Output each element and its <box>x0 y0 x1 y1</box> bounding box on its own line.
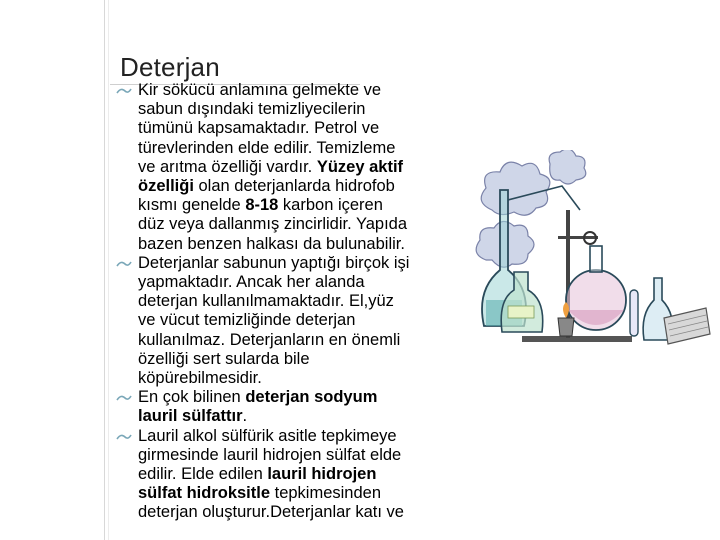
bullet-line <box>138 465 476 484</box>
text-run: kısmı genelde <box>138 196 246 215</box>
bullet-line <box>138 369 476 388</box>
text-run: karbon içeren <box>278 196 383 215</box>
bullet-list <box>116 81 476 523</box>
bullet-line <box>138 81 476 100</box>
bullet-line <box>138 196 476 215</box>
bullet-line <box>138 292 476 311</box>
text-run: ve arıtma özelliği vardır. <box>138 157 317 176</box>
decorative-line <box>108 0 109 540</box>
bold-text: 8-18 <box>245 196 279 215</box>
bullet-item <box>116 427 476 523</box>
text-run: kullanılmaz. Deterjanların en önemli <box>138 330 401 349</box>
bullet-marker-icon <box>116 433 132 441</box>
bold-text: deterjan sodyum <box>245 388 378 407</box>
bullet-item <box>116 388 476 426</box>
text-run: Lauril alkol sülfürik asitle tepkimeye <box>138 426 397 445</box>
bold-text: lauril sülfattır <box>138 407 243 426</box>
bold-text: özelliği <box>138 177 194 196</box>
bullet-item <box>116 81 476 254</box>
text-run: Kir sökücü anlamına gelmekte ve <box>138 81 382 99</box>
bullet-line <box>138 139 476 158</box>
bullet-line <box>138 446 476 465</box>
text-run: ve vücut temizliğinde deterjan <box>138 311 356 330</box>
bold-text: sülfat hidroksitle <box>138 484 271 503</box>
bullet-line <box>138 350 476 369</box>
text-run: yapmaktadır. Ancak her alanda <box>138 273 365 292</box>
text-run: edilir. Elde edilen <box>138 465 268 484</box>
text-run: türevlerinden elde edilir. Temizleme <box>138 138 396 157</box>
bullet-line <box>138 407 476 426</box>
text-run: bazen benzen halkası da bulunabilir. <box>138 234 405 253</box>
bullet-line <box>138 427 476 446</box>
bullet-line <box>138 119 476 138</box>
bullet-line <box>138 100 476 119</box>
text-run: deterjan oluşturur.Deterjanlar katı ve <box>138 503 404 522</box>
slide-title: Deterjan <box>120 52 220 82</box>
bullet-item <box>116 254 476 388</box>
bullet-line <box>138 503 476 522</box>
bullet-line <box>138 215 476 234</box>
text-run: köpürebilmesidir. <box>138 369 262 388</box>
bullet-line <box>138 254 476 273</box>
text-run: tümünü kapsamaktadır. Petrol ve <box>138 119 380 138</box>
bullet-line <box>138 235 476 254</box>
bold-text: lauril hidrojen <box>267 465 377 484</box>
bullet-line <box>138 388 476 407</box>
bullet-line <box>138 273 476 292</box>
bold-text: Yüzey aktif <box>316 157 404 176</box>
text-run: olan deterjanlarda hidrofob <box>193 177 395 196</box>
text-run: düz veya dallanmış zincirlidir. Yapıda <box>138 215 408 234</box>
text-run: En çok bilinen <box>138 388 246 407</box>
text-run: tepkimesinden <box>270 484 382 503</box>
bullet-line <box>138 484 476 503</box>
text-run: girmesinde lauril hidrojen sülfat elde <box>138 445 402 464</box>
bullet-line <box>138 177 476 196</box>
bullet-line <box>138 311 476 330</box>
bullet-line <box>138 331 476 350</box>
chemistry-lab-glassware-icon <box>462 150 712 360</box>
decorative-line <box>104 0 105 540</box>
text-run: deterjan kullanılmamaktadır. El,yüz <box>138 292 394 311</box>
bullet-marker-icon <box>116 87 132 95</box>
bullet-marker-icon <box>116 260 132 268</box>
bullet-line <box>138 158 476 177</box>
text-run: Deterjanlar sabunun yaptığı birçok işi <box>138 253 410 272</box>
bullet-marker-icon <box>116 394 132 402</box>
text-run: sabun dışındaki temizliyecilerin <box>138 100 366 119</box>
text-run: . <box>242 407 248 426</box>
text-run: özelliği sert sularda bile <box>138 349 310 368</box>
